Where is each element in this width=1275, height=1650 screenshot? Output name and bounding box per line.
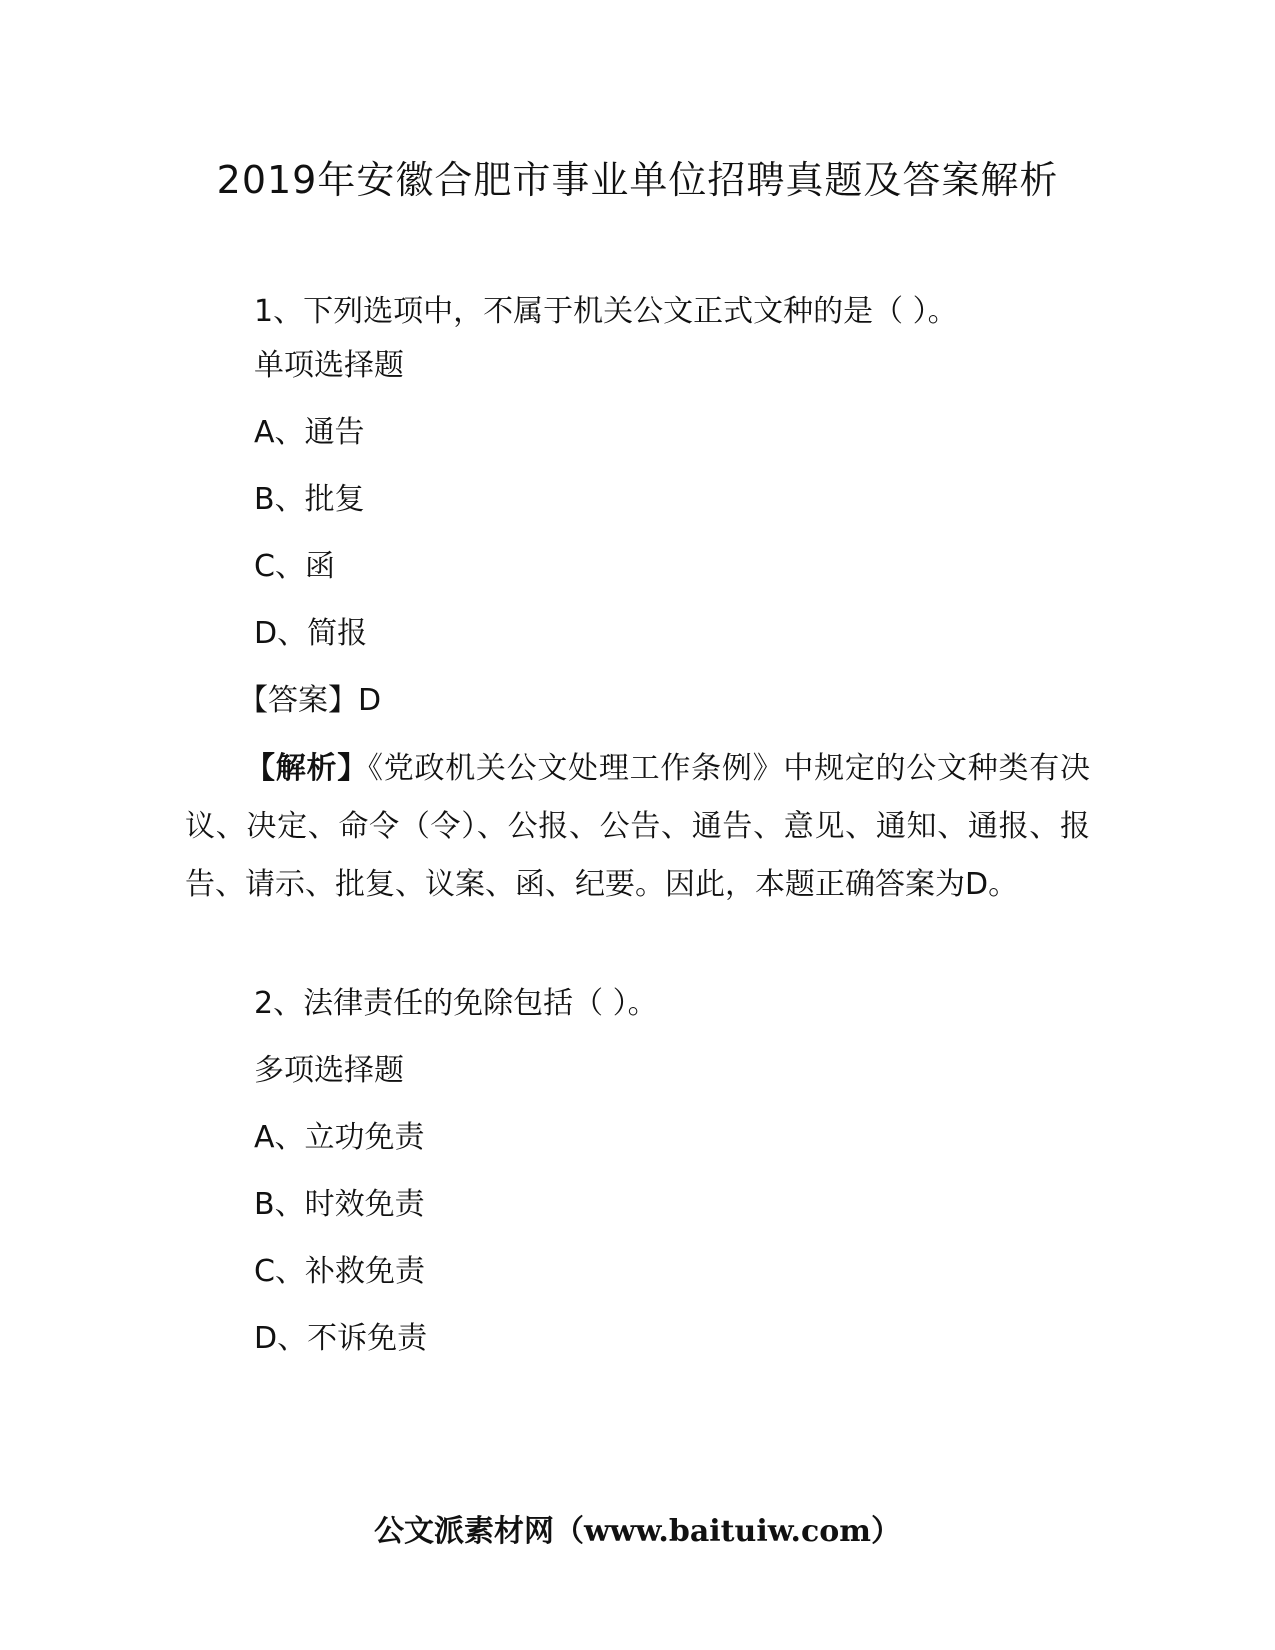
question-2-option-d: D、不诉免责: [254, 1321, 428, 1356]
question-1-analysis: [185, 740, 1090, 914]
question-2-text: 2、法律责任的免除包括（ ）。: [254, 986, 658, 1021]
question-1-type: 单项选择题: [254, 348, 404, 383]
question-1-option-d: D、简报: [254, 616, 368, 651]
analysis-label: 【解析】: [245, 751, 368, 786]
question-1-option-c: C、函: [254, 549, 335, 584]
document-title: 2019年安徽合肥市事业单位招聘真题及答案解析: [216, 158, 1059, 202]
question-1-text: 1、下列选项中，不属于机关公文正式文种的是（ ）。: [254, 294, 958, 329]
footer-source: 公文派素材网（www.baituiw.com）: [373, 1514, 902, 1549]
question-2-option-b: B、时效免责: [254, 1187, 425, 1222]
question-1-answer: 【答案】D: [238, 683, 382, 718]
question-2-option-c: C、补救免责: [254, 1254, 425, 1289]
question-2-type: 多项选择题: [254, 1053, 404, 1088]
analysis-text: 《党政机关公文处理工作条例》中规定的公文种类有决议、决定、命令（令）、公报、公告、通告、意见、通知、通报、报告、请示、批复、议案、函、纪要。因此，本题正确答案为D。: [185, 751, 1091, 902]
question-2-option-a: A、立功免责: [254, 1120, 425, 1155]
question-1-option-b: B、批复: [254, 482, 365, 517]
question-1-option-a: A、通告: [254, 415, 365, 450]
